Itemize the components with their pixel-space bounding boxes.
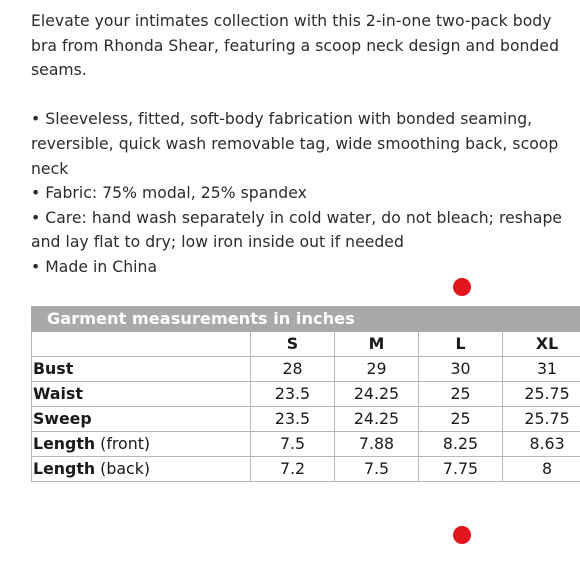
- cell-value: 7.2: [251, 457, 335, 482]
- cell-value: 7.75: [419, 457, 503, 482]
- size-header-s: S: [251, 332, 335, 357]
- cell-value: 8.25: [419, 432, 503, 457]
- cell-value: 25.75: [503, 382, 580, 407]
- size-header-row: [32, 332, 580, 357]
- cell-value: 7.5: [251, 432, 335, 457]
- size-chart-title-filler: [503, 307, 580, 332]
- table-row: [32, 432, 580, 457]
- cell-value: 8.63: [503, 432, 580, 457]
- cell-value: 23.5: [251, 382, 335, 407]
- cell-value: 28: [251, 357, 335, 382]
- size-chart-title-row: [32, 307, 580, 332]
- table-row: [32, 457, 580, 482]
- size-header-blank: [32, 332, 251, 357]
- bullet-features: • Sleeveless, fitted, soft-body fabrication with bonded seaming, reversible, quick wash removable tag, wide smoothing back, scoop neck: [31, 110, 559, 178]
- size-header-xl: XL: [503, 332, 580, 357]
- cell-value: 25: [419, 382, 503, 407]
- table-row: [32, 357, 580, 382]
- description-intro: Elevate your intimates collection with this 2-in-one two-pack body bra from Rhonda Shear, featuring a scoop neck design and bonded seams.: [31, 12, 560, 80]
- cell-value: 24.25: [335, 407, 419, 432]
- red-dot-marker: [453, 278, 471, 296]
- row-label: Length (back): [32, 457, 251, 482]
- red-dot-marker: [453, 526, 471, 544]
- size-header-l: L: [419, 332, 503, 357]
- bullet-care: • Care: hand wash separately in cold water, do not bleach; reshape and lay flat to dry; low iron inside out if needed: [31, 208, 563, 252]
- size-header-m: M: [335, 332, 419, 357]
- row-label: Length (front): [32, 432, 251, 457]
- cell-value: 8: [503, 457, 580, 482]
- product-description: [31, 9, 571, 280]
- paragraph-spacer: [31, 83, 571, 108]
- table-row: [32, 407, 580, 432]
- cell-value: 29: [335, 357, 419, 382]
- cell-value: 7.88: [335, 432, 419, 457]
- bullet-fabric: • Fabric: 75% modal, 25% spandex: [31, 184, 307, 203]
- row-label: Bust: [32, 357, 251, 382]
- cell-value: 25: [419, 407, 503, 432]
- cell-value: 25.75: [503, 407, 580, 432]
- bullet-origin: • Made in China: [31, 257, 158, 276]
- table-row: [32, 382, 580, 407]
- cell-value: 23.5: [251, 407, 335, 432]
- cell-value: 30: [419, 357, 503, 382]
- cell-value: 31: [503, 357, 580, 382]
- row-label: Waist: [32, 382, 251, 407]
- size-chart-title: Garment measurements in inches: [32, 307, 503, 332]
- cell-value: 24.25: [335, 382, 419, 407]
- row-label: Sweep: [32, 407, 251, 432]
- cell-value: 7.5: [335, 457, 419, 482]
- size-chart-table: [31, 306, 580, 482]
